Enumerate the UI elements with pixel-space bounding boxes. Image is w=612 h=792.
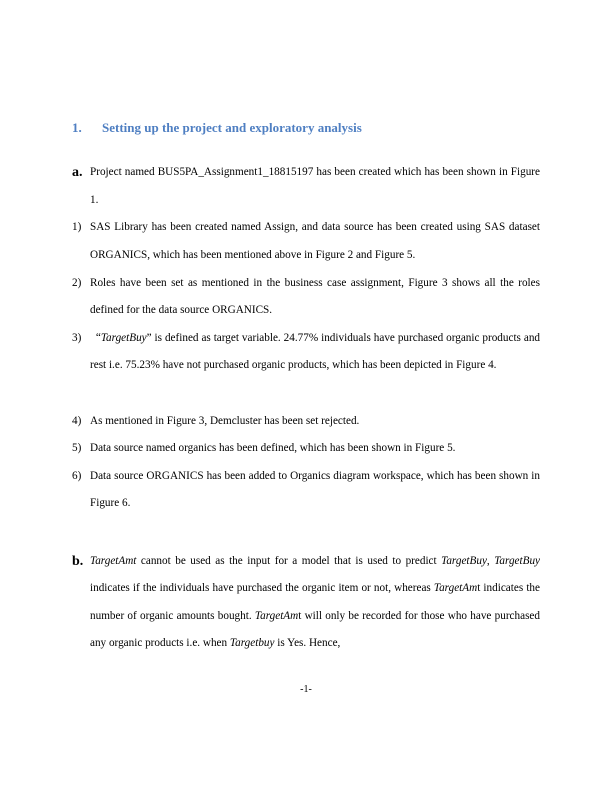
list-marker: 5) <box>72 442 82 454</box>
italic-term: TargetAm <box>433 582 478 594</box>
list-item-text: Roles have been set as mentioned in the business case assignment, Figure 3 shows all the roles defined for the data source ORGANICS. <box>90 276 540 316</box>
text-run: indicates if the individuals have purchased the organic item or not, whereas <box>90 582 434 594</box>
text-run: t indicates the number of organic amounts bought. <box>90 582 540 622</box>
italic-term: TargetBuy <box>441 554 487 567</box>
list-item-2 <box>72 270 540 325</box>
italic-term: TargetAm <box>254 609 299 622</box>
list-item-text: SAS Library has been created named Assign, and data source has been created using SAS dataset ORGANICS, which has been mentioned above in Figure 2 and Figure 5. <box>90 221 540 261</box>
paragraph-marker-b: b. <box>72 553 84 569</box>
paragraph-a-text: Project named BUS5PA_Assignment1_18815197 has been created which has been shown in Figure 1. <box>90 166 540 206</box>
italic-term: Targetbuy <box>229 637 275 649</box>
list-item-5 <box>72 435 540 463</box>
quote-open: “ <box>95 331 101 344</box>
list-item-text: Data source named organics has been defined, which has been shown in Figure 5. <box>90 442 456 454</box>
list-marker: 3) <box>72 331 82 344</box>
list-item-rest: ” is defined as target variable. 24.77% individuals have purchased organic products and rest i.e. 75.23% have not purchased organic products, which has been depicted in Figure 4. <box>90 331 541 371</box>
list-marker: 4) <box>72 414 82 427</box>
paragraph-b <box>72 548 540 658</box>
list-item-4 <box>72 408 540 436</box>
list-item-text <box>90 325 540 380</box>
text-run: , <box>486 554 495 567</box>
list-marker: 2) <box>72 276 82 289</box>
list-item-6 <box>72 463 540 518</box>
list-item-text: As mentioned in Figure 3, Demcluster has been set rejected. <box>90 414 360 427</box>
italic-term: TargetBuy <box>494 554 541 567</box>
text-run: cannot be used as the input for a model that is used to predict <box>136 554 442 567</box>
section-heading <box>72 120 362 136</box>
list-item-text: Data source ORGANICS has been added to Organics diagram workspace, which has been shown in Figure 6. <box>90 469 540 509</box>
heading-title: Setting up the project and exploratory analysis <box>102 120 362 135</box>
list-marker: 1) <box>72 221 82 233</box>
text-run: is Yes. Hence, <box>274 637 341 649</box>
list-marker: 6) <box>72 469 82 482</box>
list-item-3 <box>72 325 540 380</box>
term-targetbuy: TargetBuy <box>100 331 147 344</box>
heading-number: 1. <box>72 120 82 135</box>
text-run: t will only be recorded for those who have purchased any organic products i.e. when <box>90 609 540 649</box>
paragraph-a <box>72 159 540 214</box>
page-number: -1- <box>300 684 312 695</box>
paragraph-marker-a: a. <box>72 165 83 180</box>
paragraph-b-text <box>90 548 540 658</box>
italic-term: TargetAmt <box>90 554 137 567</box>
list-item-1 <box>72 214 540 269</box>
